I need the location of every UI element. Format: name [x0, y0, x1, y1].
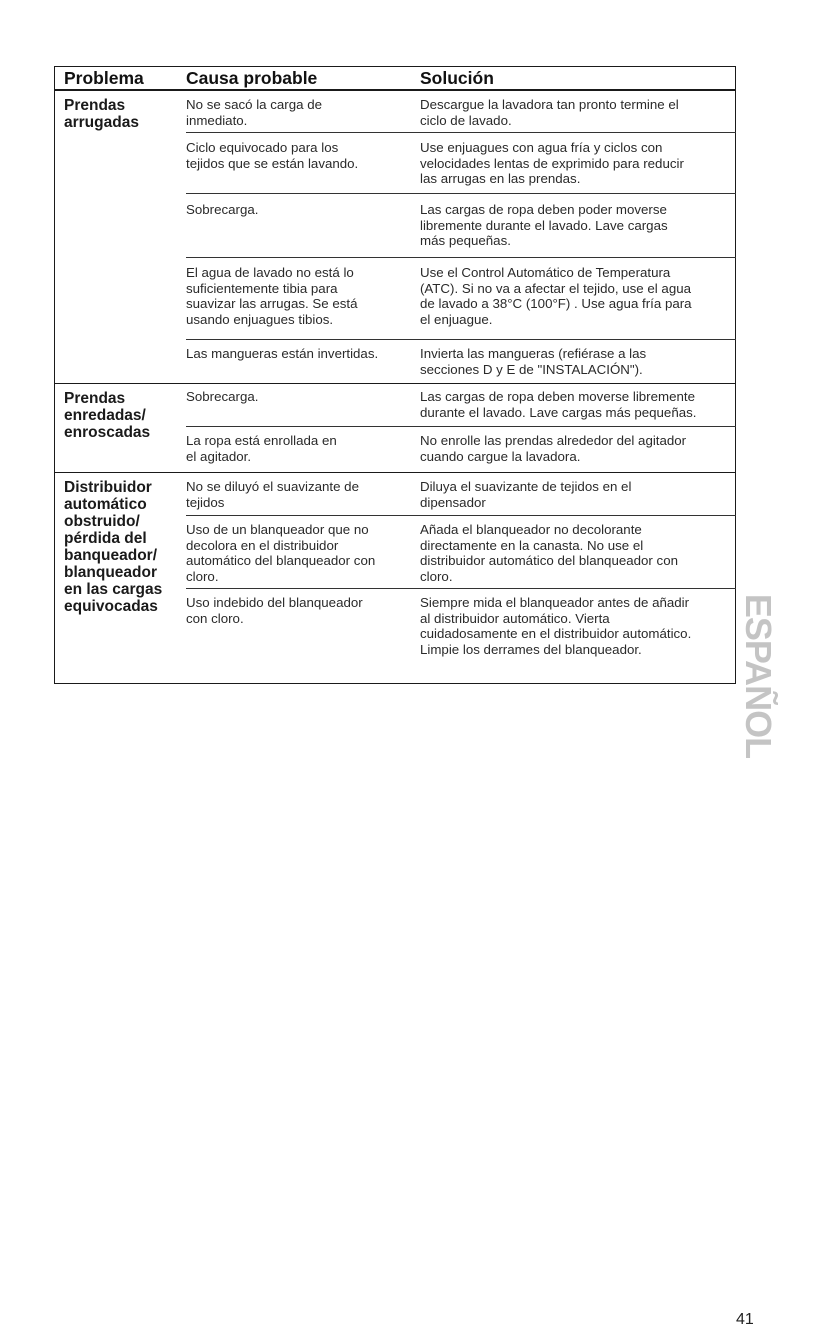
header-cause: Causa probable [186, 68, 318, 88]
row-divider [186, 515, 736, 516]
table-cell-solution: Añada el blanqueador no decolorante directamente en la canasta. No use el distribuidor automático del blanqueador con cloro. [420, 522, 678, 584]
table-cell-solution: Las cargas de ropa deben poder moverse libremente durante el lavado. Lave cargas más pequeñas. [420, 202, 668, 248]
table-cell-solution: Invierta las mangueras (refiérase a las secciones D y E de "INSTALACIÓN"). [420, 346, 647, 377]
problem-dispenser: Distribuidor automático obstruido/ pérdida del banqueador/ blanqueador en las cargas equivocadas [64, 479, 163, 615]
table-cell-cause: Uso de un blanqueador que no decolora en el distribuidor automático del blanqueador con cloro. [186, 522, 376, 584]
table-cell-cause: La ropa está enrollada en el agitador. [186, 433, 337, 464]
table-header [55, 67, 735, 91]
row-divider [186, 426, 736, 427]
header-solution: Solución [420, 68, 494, 88]
table-cell-solution: Use enjuagues con agua fría y ciclos con velocidades lentas de exprimido para reducir las arrugas en las prendas. [420, 140, 684, 186]
table-cell-solution: Las cargas de ropa deben moverse libremente durante el lavado. Lave cargas más pequeñas. [420, 389, 697, 420]
group-divider [55, 472, 735, 473]
table-cell-cause: Sobrecarga. [186, 389, 259, 404]
table-cell-cause: Ciclo equivocado para los tejidos que se están lavando. [186, 140, 359, 171]
row-divider [186, 193, 736, 194]
row-divider [186, 257, 736, 258]
table-cell-solution: Descargue la lavadora tan pronto termine el ciclo de lavado. [420, 97, 679, 128]
row-divider [186, 132, 736, 133]
language-label: ESPAÑOL [738, 593, 779, 759]
table-cell-cause: El agua de lavado no está lo suficientemente tibia para suavizar las arrugas. Se está usando enjuagues tibios. [186, 265, 358, 327]
table-cell-cause: Uso indebido del blanqueador con cloro. [186, 595, 363, 626]
table-cell-solution: Siempre mida el blanqueador antes de añadir al distribuidor automático. Vierta cuidadosamente en el distribuidor automático. Limpie los derrames del blanqueador. [420, 595, 692, 657]
table-cell-cause: No se diluyó el suavizante de tejidos [186, 479, 359, 510]
table-cell-solution: Use el Control Automático de Temperatura (ATC). Si no va a afectar el tejido, use el agua de lavado a 38°C (100°F) . Use agua fría para el enjuague. [420, 265, 692, 327]
row-divider [186, 339, 736, 340]
page-number: 41 [736, 1311, 754, 1328]
table-cell-cause: Sobrecarga. [186, 202, 259, 217]
table-cell-solution: Diluya el suavizante de tejidos en el dipensador [420, 479, 632, 510]
group-divider [55, 383, 735, 384]
language-side-tab [736, 591, 780, 761]
problem-tangled: Prendas enredadas/ enroscadas [64, 390, 151, 441]
table-cell-solution: No enrolle las prendas alrededor del agitador cuando cargue la lavadora. [420, 433, 687, 464]
troubleshooting-table [54, 66, 736, 684]
row-divider [186, 588, 736, 589]
table-cell-cause: Las mangueras están invertidas. [186, 346, 379, 361]
header-problem: Problema [64, 68, 144, 88]
problem-wrinkled: Prendas arrugadas [64, 97, 139, 131]
table-cell-cause: No se sacó la carga de inmediato. [186, 97, 323, 128]
